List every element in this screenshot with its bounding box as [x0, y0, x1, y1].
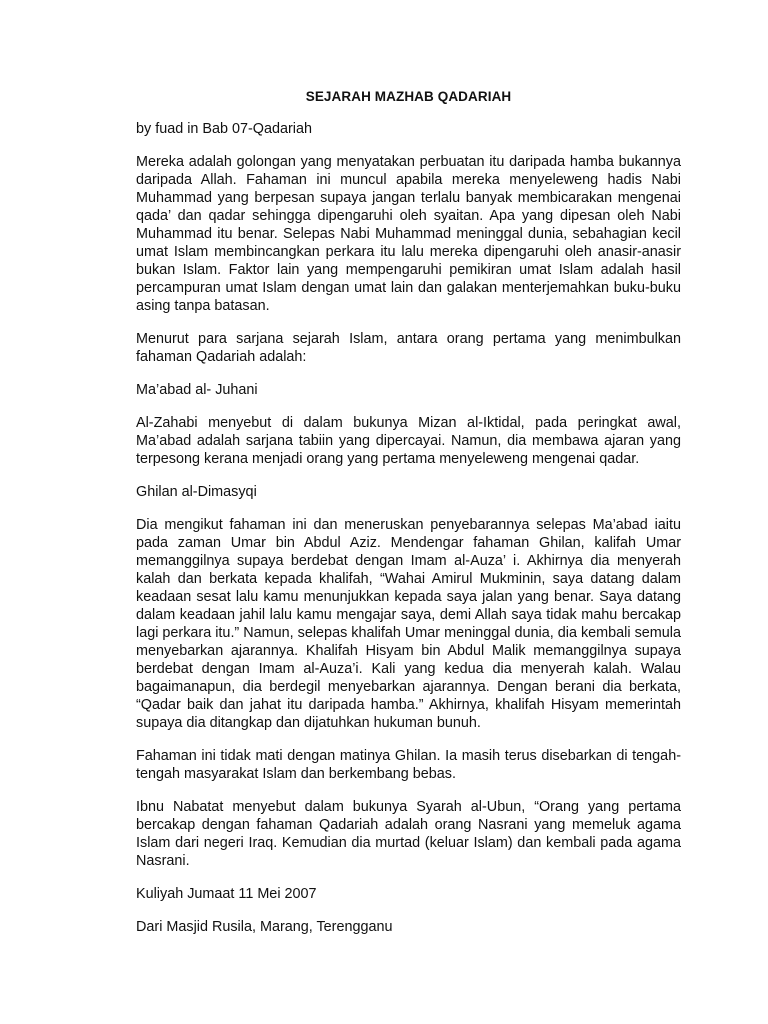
byline: by fuad in Bab 07-Qadariah: [136, 121, 313, 137]
paragraph-intro: Mereka adalah golongan yang menyatakan perbuatan itu daripada hamba bukannya daripada Allah. Fahaman ini muncul apabila mereka menyeleweng hadis Nabi Muhammad yang berpesan supaya jangan terlalu banyak membicarakan mengenai qada’ dan qadar sehingga dipengaruhi oleh syaitan. Apa yang dipesan oleh Nabi Muhammad itu benar. Selepas Nabi Muhammad meninggal dunia, sebahagian kecil umat Islam membincangkan perkara itu lalu mereka dipengaruhi oleh anasir-anasir bukan Islam. Faktor lain yang mempengaruhi pemikiran umat Islam adalah hasil percampuran umat Islam dengan umat lain dan galakan menterjemahkan buku-buku asing tanpa batasan.: [136, 154, 681, 314]
heading-ghilan: Ghilan al-Dimasyqi: [136, 484, 257, 500]
lecture-location: Dari Masjid Rusila, Marang, Terengganu: [136, 919, 393, 935]
document-page: [136, 88, 681, 951]
paragraph-maabad: Al-Zahabi menyebut di dalam bukunya Mizan al-Iktidal, pada peringkat awal, Ma’abad adalah sarjana tabiin yang dipercayai. Namun, dia membawa ajaran yang terpesong kerana menjadi orang yang pertama menyeleweng mengenai qadar.: [136, 415, 681, 467]
document-title: SEJARAH MAZHAB QADARIAH: [305, 89, 512, 104]
paragraph-spread: Fahaman ini tidak mati dengan matinya Ghilan. Ia masih terus disebarkan di tengah-tengah masyarakat Islam dan berkembang bebas.: [136, 748, 681, 782]
paragraph-ghilan: Dia mengikut fahaman ini dan meneruskan penyebarannya selepas Ma’abad iaitu pada zaman Umar bin Abdul Aziz. Mendengar fahaman Ghilan, kalifah Umar memanggilnya supaya berdebat dengan Imam al-Auza’ i. Akhirnya dia menyerah kalah dan berkata kepada khalifah, “Wahai Amirul Mukminin, saya datang dalam keadaan sesat lalu kamu menunjukkan kepada saya jalan yang benar. Saya datang dalam keadaan jahil lalu kamu mengajar saya, demi Allah saya tidak mahu bercakap lagi perkara itu.” Namun, selepas khalifah Umar meninggal dunia, dia kembali semula menyebarkan ajarannya. Khalifah Hisyam bin Abdul Malik memanggilnya supaya berdebat dengan Imam al-Auza’i. Kali yang kedua dia menyerah kalah. Walau bagaimanapun, dia berdegil menyebarkan ajarannya. Dengan berani dia berkata, “Qadar baik dan jahat itu daripada hamba.” Akhirnya, khalifah Hisyam memerintah supaya dia ditangkap dan dijatuhkan hukuman bunuh.: [136, 517, 681, 731]
paragraph-ibnu-nabatat: Ibnu Nabatat menyebut dalam bukunya Syarah al-Ubun, “Orang yang pertama bercakap dengan fahaman Qadariah adalah orang Nasrani yang memeluk agama Islam dari negeri Iraq. Kemudian dia murtad (keluar Islam) dan kembali pada agama Nasrani.: [136, 799, 681, 869]
heading-maabad: Ma’abad al- Juhani: [136, 382, 258, 398]
paragraph-scholars: Menurut para sarjana sejarah Islam, antara orang pertama yang menimbulkan fahaman Qadariah adalah:: [136, 331, 681, 365]
lecture-date: Kuliyah Jumaat 11 Mei 2007: [136, 886, 317, 902]
